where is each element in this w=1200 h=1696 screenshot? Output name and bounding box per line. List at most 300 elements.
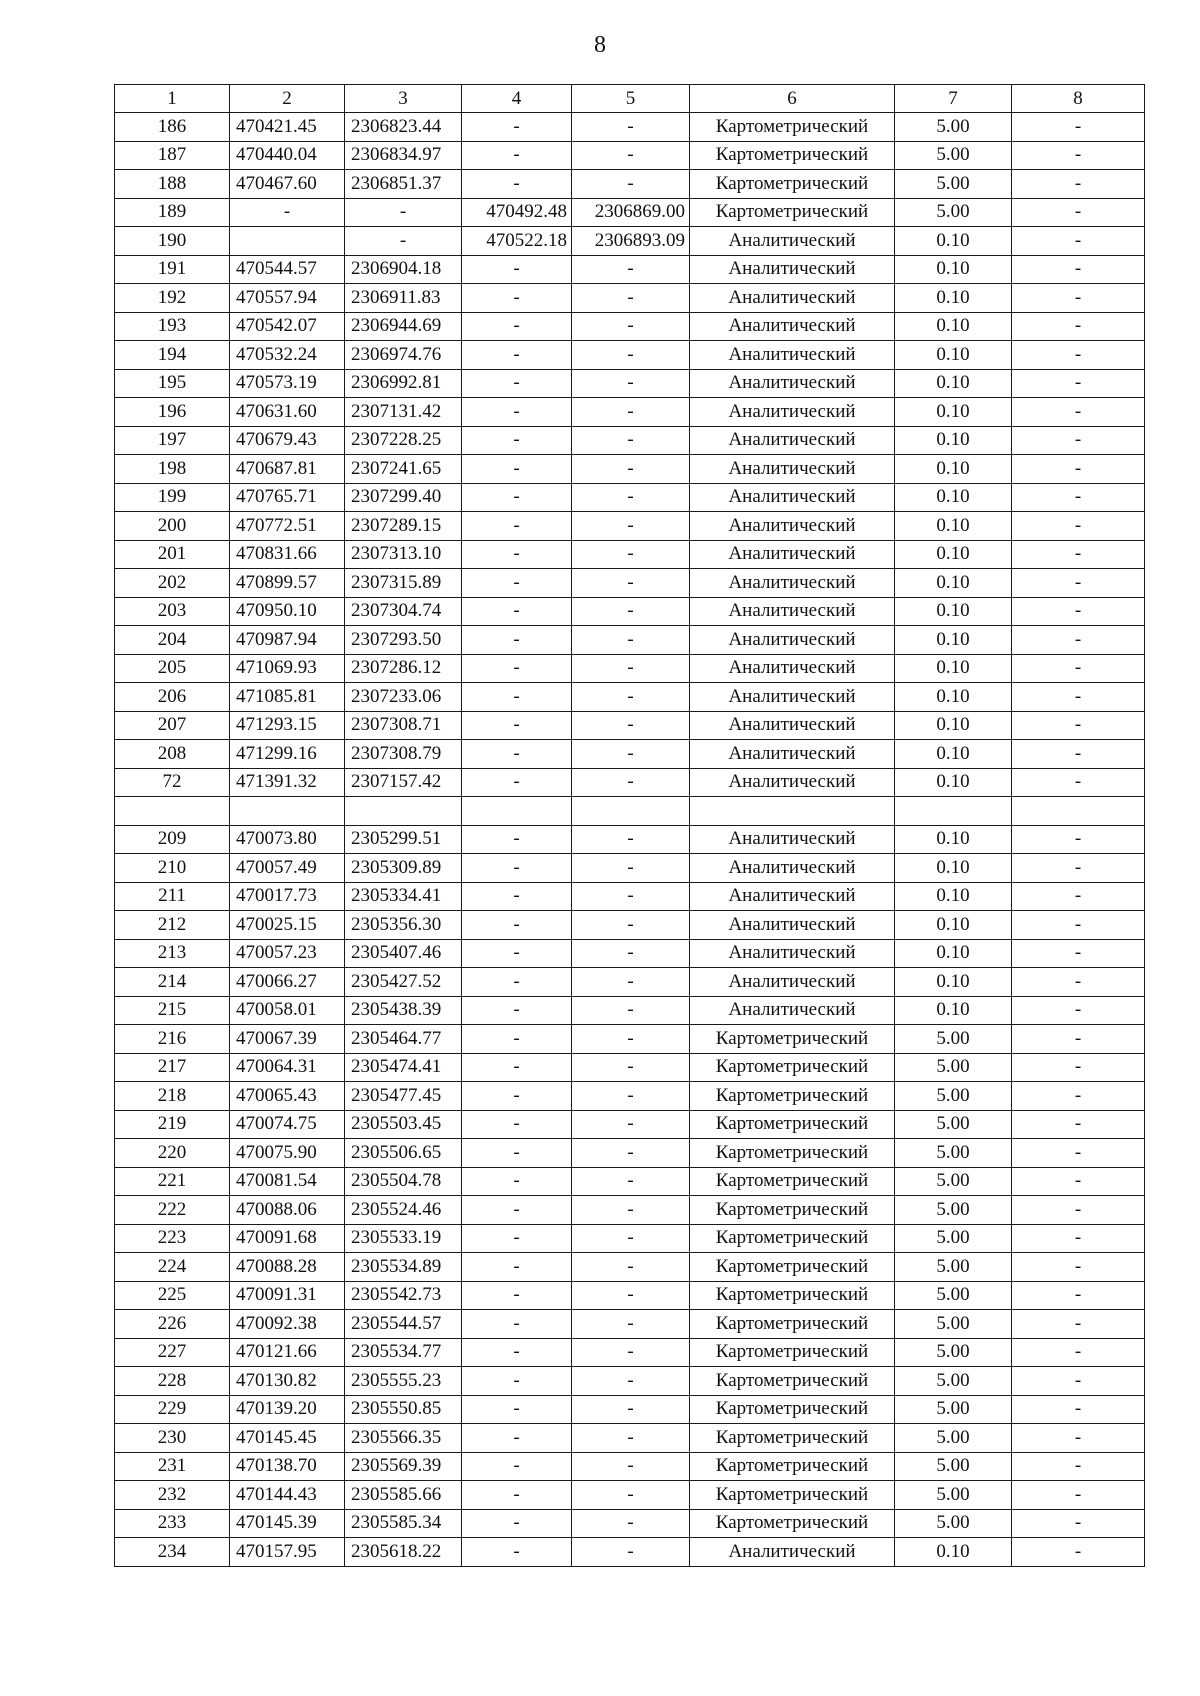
table-cell-col-6: Картометрический (690, 1253, 895, 1282)
table-cell-col-7: 5.00 (895, 1452, 1012, 1481)
table-row (115, 1310, 1145, 1339)
table-cell-col-5: - (572, 483, 690, 512)
table-cell-col-3: 2305533.19 (345, 1224, 462, 1253)
table-cell-col-2: 470467.60 (230, 170, 345, 199)
table-cell-col-5: - (572, 1509, 690, 1538)
table-cell-col-4: - (462, 996, 572, 1025)
table-cell-col-7: 0.10 (895, 939, 1012, 968)
table-cell-col-5: - (572, 683, 690, 712)
table-cell-col-2: 470092.38 (230, 1310, 345, 1339)
table-cell-col-1: 206 (115, 683, 230, 712)
table-cell-col-4: - (462, 911, 572, 940)
table-cell-col-4: - (462, 540, 572, 569)
table-cell-col-1: 227 (115, 1338, 230, 1367)
table-row (115, 882, 1145, 911)
table-cell-col-6: Картометрический (690, 170, 895, 199)
table-cell-col-2: 470772.51 (230, 512, 345, 541)
table-cell-col-8: - (1012, 1281, 1145, 1310)
table-cell-col-8: - (1012, 1395, 1145, 1424)
table-cell-col-2: 470081.54 (230, 1167, 345, 1196)
table-cell-col-1: 218 (115, 1082, 230, 1111)
table-cell-col-3: 2305464.77 (345, 1025, 462, 1054)
table-cell-col-8: - (1012, 1509, 1145, 1538)
table-cell-col-8: - (1012, 996, 1145, 1025)
table-cell-col-3: 2305585.34 (345, 1509, 462, 1538)
table-cell-col-2: 470532.24 (230, 341, 345, 370)
table-cell-col-2: 470073.80 (230, 825, 345, 854)
table-cell-col-1: 224 (115, 1253, 230, 1282)
table-row (115, 1139, 1145, 1168)
table-cell-col-8: - (1012, 227, 1145, 256)
table-cell-col-1: 228 (115, 1367, 230, 1396)
table-cell-col-1: 225 (115, 1281, 230, 1310)
table-cell-col-8: - (1012, 198, 1145, 227)
table-cell-col-3: 2305534.89 (345, 1253, 462, 1282)
table-cell-col-7: 5.00 (895, 1053, 1012, 1082)
table-cell-col-2: 470950.10 (230, 597, 345, 626)
table-cell-col-2: 470065.43 (230, 1082, 345, 1111)
table-cell-col-7: 0.10 (895, 597, 1012, 626)
table-cell-col-7: 5.00 (895, 1424, 1012, 1453)
table-cell-col-8: - (1012, 512, 1145, 541)
table-cell-col-3: 2305503.45 (345, 1110, 462, 1139)
table-cell-col-7: 5.00 (895, 1139, 1012, 1168)
table-cell-col-6: Аналитический (690, 341, 895, 370)
table-cell-col-6: Картометрический (690, 1481, 895, 1510)
table-cell-col-4: - (462, 284, 572, 313)
table-cell-col-1: 191 (115, 255, 230, 284)
table-cell-col-5: - (572, 882, 690, 911)
table-cell-col-2: 470091.68 (230, 1224, 345, 1253)
table-cell-col-5 (572, 797, 690, 826)
table-cell-col-1: 222 (115, 1196, 230, 1225)
table-cell-col-8: - (1012, 711, 1145, 740)
column-header-6: 6 (690, 85, 895, 113)
table-cell-col-1: 217 (115, 1053, 230, 1082)
table-cell-col-5: - (572, 1395, 690, 1424)
table-row (115, 626, 1145, 655)
table-cell-col-6: Картометрический (690, 1025, 895, 1054)
table-row (115, 1509, 1145, 1538)
table-cell-col-3: 2305438.39 (345, 996, 462, 1025)
table-cell-col-8: - (1012, 1224, 1145, 1253)
table-cell-col-3: 2305569.39 (345, 1452, 462, 1481)
table-cell-col-2: 470017.73 (230, 882, 345, 911)
table-cell-col-1: 205 (115, 654, 230, 683)
table-cell-col-4: - (462, 341, 572, 370)
table-cell-col-5: - (572, 1452, 690, 1481)
table-cell-col-4: - (462, 113, 572, 142)
table-cell-col-8: - (1012, 968, 1145, 997)
table-cell-col-3: 2305504.78 (345, 1167, 462, 1196)
table-cell-col-8: - (1012, 426, 1145, 455)
table-cell-col-5: - (572, 312, 690, 341)
table-cell-col-3: 2307233.06 (345, 683, 462, 712)
table-cell-col-3: 2307308.71 (345, 711, 462, 740)
table-cell-col-6: Аналитический (690, 711, 895, 740)
table-row (115, 1281, 1145, 1310)
table-cell-col-3: 2307293.50 (345, 626, 462, 655)
table-cell-col-7: 5.00 (895, 1110, 1012, 1139)
table-cell-col-8: - (1012, 854, 1145, 883)
table-row (115, 825, 1145, 854)
table-cell-col-6: Аналитический (690, 540, 895, 569)
table-row (115, 569, 1145, 598)
table-cell-col-6: Аналитический (690, 740, 895, 769)
table-row (115, 1053, 1145, 1082)
table-row (115, 398, 1145, 427)
table-row (115, 1167, 1145, 1196)
table-cell-col-2: 470542.07 (230, 312, 345, 341)
table-cell-col-4: - (462, 312, 572, 341)
table-cell-col-6: Аналитический (690, 854, 895, 883)
table-cell-col-6: Аналитический (690, 939, 895, 968)
table-cell-col-7: 0.10 (895, 455, 1012, 484)
table-cell-col-6: Аналитический (690, 768, 895, 797)
table-cell-col-6: Картометрический (690, 1053, 895, 1082)
table-cell-col-6: Картометрический (690, 1110, 895, 1139)
table-cell-col-7: 5.00 (895, 1395, 1012, 1424)
table-cell-col-2: 470130.82 (230, 1367, 345, 1396)
table-row (115, 341, 1145, 370)
table-cell-col-5: - (572, 284, 690, 313)
table-cell-col-3: 2306944.69 (345, 312, 462, 341)
table-cell-col-1: 192 (115, 284, 230, 313)
table-cell-col-8: - (1012, 455, 1145, 484)
table-cell-col-3: 2305555.23 (345, 1367, 462, 1396)
table-cell-col-7: 0.10 (895, 711, 1012, 740)
table-cell-col-3: 2305474.41 (345, 1053, 462, 1082)
table-cell-col-8: - (1012, 312, 1145, 341)
table-cell-col-2: 470138.70 (230, 1452, 345, 1481)
table-cell-col-3: 2305566.35 (345, 1424, 462, 1453)
table-cell-col-4: - (462, 141, 572, 170)
table-cell-col-8: - (1012, 1167, 1145, 1196)
table-cell-col-8: - (1012, 483, 1145, 512)
table-cell-col-8: - (1012, 1139, 1145, 1168)
table-cell-col-5: - (572, 1253, 690, 1282)
table-cell-col-2: 470075.90 (230, 1139, 345, 1168)
table-cell-col-3: - (345, 227, 462, 256)
table-cell-col-5: - (572, 512, 690, 541)
table-cell-col-6: Картометрический (690, 1452, 895, 1481)
table-cell-col-2: 470067.39 (230, 1025, 345, 1054)
table-cell-col-8: - (1012, 1481, 1145, 1510)
table-cell-col-4: - (462, 882, 572, 911)
table-cell-col-5: - (572, 341, 690, 370)
table-cell-col-8: - (1012, 1367, 1145, 1396)
table-row (115, 854, 1145, 883)
table-cell-col-4: - (462, 654, 572, 683)
table-cell-col-5: - (572, 626, 690, 655)
table-cell-col-6: Аналитический (690, 996, 895, 1025)
table-cell-col-2 (230, 227, 345, 256)
table-cell-col-2: 471085.81 (230, 683, 345, 712)
table-cell-col-2: 470987.94 (230, 626, 345, 655)
table-cell-col-2: 470544.57 (230, 255, 345, 284)
table-cell-col-6: Картометрический (690, 113, 895, 142)
table-cell-col-7: 5.00 (895, 1509, 1012, 1538)
page-number: 8 (594, 32, 606, 58)
table-cell-col-2: 470421.45 (230, 113, 345, 142)
table-cell-col-2: 470121.66 (230, 1338, 345, 1367)
table-cell-col-1: 194 (115, 341, 230, 370)
table-cell-col-7: 5.00 (895, 1196, 1012, 1225)
table-cell-col-4: - (462, 455, 572, 484)
table-cell-col-7: 5.00 (895, 1310, 1012, 1339)
table-cell-col-3: 2305534.77 (345, 1338, 462, 1367)
table-cell-col-5: - (572, 911, 690, 940)
table-cell-col-2: 470139.20 (230, 1395, 345, 1424)
table-cell-col-8: - (1012, 569, 1145, 598)
table-cell-col-8: - (1012, 768, 1145, 797)
table-cell-col-8: - (1012, 626, 1145, 655)
table-cell-col-6: Аналитический (690, 683, 895, 712)
table-cell-col-8: - (1012, 1053, 1145, 1082)
table-cell-col-1: 232 (115, 1481, 230, 1510)
table-cell-col-5: - (572, 1367, 690, 1396)
table-cell-col-3: 2307241.65 (345, 455, 462, 484)
table-cell-col-4: - (462, 711, 572, 740)
table-cell-col-4: - (462, 683, 572, 712)
table-cell-col-8: - (1012, 1196, 1145, 1225)
table-row (115, 1538, 1145, 1567)
table-row (115, 597, 1145, 626)
table-cell-col-5: - (572, 369, 690, 398)
table-cell-col-5: - (572, 141, 690, 170)
table-cell-col-1: 186 (115, 113, 230, 142)
table-cell-col-1: 216 (115, 1025, 230, 1054)
table-row (115, 483, 1145, 512)
table-cell-col-4: - (462, 1367, 572, 1396)
table-row (115, 654, 1145, 683)
table-cell-col-1: 201 (115, 540, 230, 569)
table-row (115, 996, 1145, 1025)
table-cell-col-1: 193 (115, 312, 230, 341)
table-cell-col-1: 200 (115, 512, 230, 541)
table-row (115, 1253, 1145, 1282)
table-cell-col-6: Аналитический (690, 398, 895, 427)
table-row (115, 255, 1145, 284)
table-cell-col-3: 2305618.22 (345, 1538, 462, 1567)
table-cell-col-4: - (462, 1082, 572, 1111)
table-cell-col-3: 2307299.40 (345, 483, 462, 512)
table-cell-col-4: - (462, 1167, 572, 1196)
table-cell-col-1: 209 (115, 825, 230, 854)
table-cell-col-2: 470066.27 (230, 968, 345, 997)
table-cell-col-3: - (345, 198, 462, 227)
table-cell-col-8: - (1012, 911, 1145, 940)
table-row (115, 1082, 1145, 1111)
table-cell-col-3: 2307315.89 (345, 569, 462, 598)
table-cell-col-4: - (462, 825, 572, 854)
table-cell-col-5: - (572, 1196, 690, 1225)
table-body (115, 113, 1145, 1567)
table-cell-col-6: Картометрический (690, 1281, 895, 1310)
table-cell-col-4: - (462, 1196, 572, 1225)
table-row (115, 369, 1145, 398)
table-cell-col-1: 229 (115, 1395, 230, 1424)
table-cell-col-6: Аналитический (690, 312, 895, 341)
table-cell-col-5: - (572, 455, 690, 484)
column-header-3: 3 (345, 85, 462, 113)
table-cell-col-5: - (572, 255, 690, 284)
table-cell-col-5: - (572, 1338, 690, 1367)
table-cell-col-8: - (1012, 1025, 1145, 1054)
table-cell-col-1: 214 (115, 968, 230, 997)
table-cell-col-4: - (462, 1281, 572, 1310)
table-cell-col-6: Аналитический (690, 1538, 895, 1567)
table-cell-col-4: - (462, 597, 572, 626)
table-cell-col-8: - (1012, 1538, 1145, 1567)
table-cell-col-4: - (462, 1481, 572, 1510)
table-cell-col-4: - (462, 369, 572, 398)
table-cell-col-3: 2305407.46 (345, 939, 462, 968)
table-cell-col-8: - (1012, 939, 1145, 968)
table-cell-col-2: 470631.60 (230, 398, 345, 427)
table-row (115, 141, 1145, 170)
table-cell-col-6: Картометрический (690, 1082, 895, 1111)
table-cell-col-5: - (572, 1053, 690, 1082)
table-cell-col-3: 2307289.15 (345, 512, 462, 541)
table-cell-col-7: 5.00 (895, 1481, 1012, 1510)
table-cell-col-2: 470765.71 (230, 483, 345, 512)
table-cell-col-4: - (462, 569, 572, 598)
table-cell-col-1: 197 (115, 426, 230, 455)
table-cell-col-5: - (572, 540, 690, 569)
table-cell-col-3: 2305506.65 (345, 1139, 462, 1168)
table-cell-col-7: 0.10 (895, 227, 1012, 256)
table-cell-col-3: 2305585.66 (345, 1481, 462, 1510)
table-cell-col-5: - (572, 1224, 690, 1253)
table-cell-col-4: - (462, 939, 572, 968)
table-cell-col-5: - (572, 1538, 690, 1567)
table-cell-col-8: - (1012, 1253, 1145, 1282)
table-row (115, 1424, 1145, 1453)
table-cell-col-4: - (462, 626, 572, 655)
table-cell-col-6: Картометрический (690, 1424, 895, 1453)
table-cell-col-6: Аналитический (690, 911, 895, 940)
table-cell-col-2: 470145.45 (230, 1424, 345, 1453)
table-cell-col-2: - (230, 198, 345, 227)
table-cell-col-3: 2305334.41 (345, 882, 462, 911)
table-cell-col-7: 0.10 (895, 854, 1012, 883)
table-cell-col-7: 5.00 (895, 1281, 1012, 1310)
table-cell-col-3: 2306834.97 (345, 141, 462, 170)
table-cell-col-7: 0.10 (895, 968, 1012, 997)
table-cell-col-7: 0.10 (895, 882, 1012, 911)
table-cell-col-7: 0.10 (895, 369, 1012, 398)
table-cell-col-6: Аналитический (690, 597, 895, 626)
table-cell-col-4: - (462, 1452, 572, 1481)
table-cell-col-5: - (572, 426, 690, 455)
table-cell-col-2: 470088.06 (230, 1196, 345, 1225)
table-cell-col-1: 195 (115, 369, 230, 398)
table-cell-col-6: Аналитический (690, 255, 895, 284)
table-cell-col-7: 5.00 (895, 1367, 1012, 1396)
table-cell-col-2: 470058.01 (230, 996, 345, 1025)
table-row (115, 1481, 1145, 1510)
table-cell-col-3: 2306974.76 (345, 341, 462, 370)
table-cell-col-8: - (1012, 1338, 1145, 1367)
table-cell-col-4: - (462, 426, 572, 455)
table-cell-col-3: 2306911.83 (345, 284, 462, 313)
table-row (115, 740, 1145, 769)
table-cell-col-5: - (572, 740, 690, 769)
table-cell-col-8: - (1012, 882, 1145, 911)
table-cell-col-4: - (462, 1310, 572, 1339)
table-cell-col-1: 207 (115, 711, 230, 740)
table-cell-col-7: 0.10 (895, 569, 1012, 598)
table-row (115, 1367, 1145, 1396)
table-row (115, 1395, 1145, 1424)
table-cell-col-8: - (1012, 1110, 1145, 1139)
table-cell-col-3: 2307304.74 (345, 597, 462, 626)
table-cell-col-7: 0.10 (895, 512, 1012, 541)
table-cell-col-6: Картометрический (690, 1167, 895, 1196)
table-cell-col-2 (230, 797, 345, 826)
table-cell-col-4: - (462, 1139, 572, 1168)
table-cell-col-7: 0.10 (895, 540, 1012, 569)
table-row (115, 683, 1145, 712)
table-cell-col-6: Аналитический (690, 882, 895, 911)
table-cell-col-1: 196 (115, 398, 230, 427)
table-cell-col-3: 2306851.37 (345, 170, 462, 199)
table-cell-col-3: 2305550.85 (345, 1395, 462, 1424)
table-cell-col-5: - (572, 968, 690, 997)
table-row (115, 968, 1145, 997)
table-cell-col-2: 470687.81 (230, 455, 345, 484)
table-cell-col-6: Аналитический (690, 569, 895, 598)
table-cell-col-4: - (462, 1025, 572, 1054)
table-row (115, 113, 1145, 142)
table-cell-col-7: 0.10 (895, 255, 1012, 284)
table-row (115, 768, 1145, 797)
table-cell-col-6: Аналитический (690, 968, 895, 997)
table-row (115, 711, 1145, 740)
table-cell-col-3: 2305544.57 (345, 1310, 462, 1339)
table-cell-col-1: 210 (115, 854, 230, 883)
table-cell-col-8: - (1012, 255, 1145, 284)
table-cell-col-4: - (462, 398, 572, 427)
table-cell-col-7: 0.10 (895, 683, 1012, 712)
table-cell-col-1: 219 (115, 1110, 230, 1139)
table-cell-col-8: - (1012, 284, 1145, 313)
table-cell-col-5: - (572, 1310, 690, 1339)
table-cell-col-2: 470074.75 (230, 1110, 345, 1139)
table-cell-col-2: 470088.28 (230, 1253, 345, 1282)
table-cell-col-3: 2307157.42 (345, 768, 462, 797)
table-cell-col-7: 5.00 (895, 1025, 1012, 1054)
table-cell-col-1: 215 (115, 996, 230, 1025)
table-cell-col-5: - (572, 1110, 690, 1139)
table-cell-col-7: 5.00 (895, 113, 1012, 142)
table-row (115, 1025, 1145, 1054)
column-header-2: 2 (230, 85, 345, 113)
table-cell-col-6: Картометрический (690, 1224, 895, 1253)
header-row (115, 85, 1145, 113)
table-cell-col-7: 0.10 (895, 426, 1012, 455)
table-cell-col-1: 223 (115, 1224, 230, 1253)
table-cell-col-8: - (1012, 540, 1145, 569)
table-row (115, 170, 1145, 199)
table-cell-col-4: - (462, 968, 572, 997)
table-cell-col-7: 0.10 (895, 398, 1012, 427)
table-cell-col-3: 2305477.45 (345, 1082, 462, 1111)
table-cell-col-2: 470157.95 (230, 1538, 345, 1567)
table-cell-col-6: Картометрический (690, 1395, 895, 1424)
table-header (115, 85, 1145, 113)
